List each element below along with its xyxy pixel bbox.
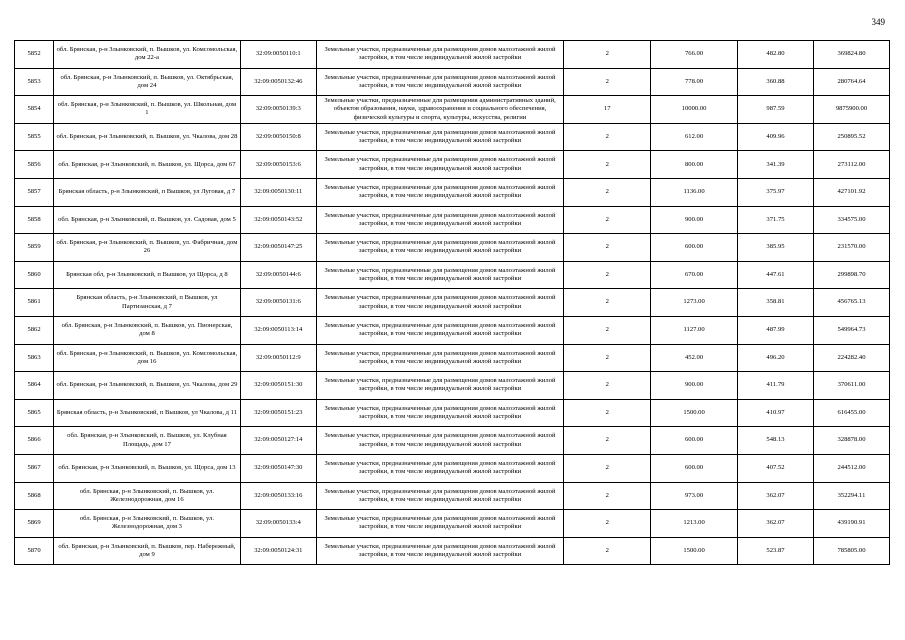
specific-value-cell: 409.96 <box>737 123 813 151</box>
table-row <box>15 427 890 455</box>
address-cell: обл. Брянская, р-н Злынковский, п. Вышков, ул. Щорса, дом 13 <box>54 454 241 482</box>
land-use-cell: Земельные участки, предназначенные для размещения домов малоэтажной жилой застройки, в том числе индивидуальной жилой застройки <box>316 399 564 427</box>
land-use-group-cell: 2 <box>564 316 651 344</box>
cadastral-number-cell: 32:09:0050139:3 <box>240 96 316 124</box>
cadastral-number-cell: 32:09:0050150:8 <box>240 123 316 151</box>
cadastral-value-cell: 273112.00 <box>813 151 889 179</box>
address-cell: обл. Брянская, р-н Злынковский, п. Вышков, ул. Школьная, дом 1 <box>54 96 241 124</box>
address-cell: Брянская область, р-н Злынковский, п Вышков, ул Луговая, д 7 <box>54 178 241 206</box>
land-use-group-cell: 2 <box>564 234 651 262</box>
land-use-cell: Земельные участки, предназначенные для размещения домов малоэтажной жилой застройки, в том числе индивидуальной жилой застройки <box>316 234 564 262</box>
cadastral-value-cell: 328878.00 <box>813 427 889 455</box>
table-row <box>15 537 890 565</box>
land-use-cell: Земельные участки, предназначенные для размещения домов малоэтажной жилой застройки, в том числе индивидуальной жилой застройки <box>316 41 564 69</box>
cadastral-number-cell: 32:09:0050153:6 <box>240 151 316 179</box>
land-use-group-cell: 2 <box>564 399 651 427</box>
area-cell: 600.00 <box>651 454 738 482</box>
specific-value-cell: 360.88 <box>737 68 813 96</box>
area-cell: 600.00 <box>651 427 738 455</box>
cadastral-value-cell: 616455.00 <box>813 399 889 427</box>
specific-value-cell: 362.07 <box>737 482 813 510</box>
row-number-cell: 5856 <box>15 151 54 179</box>
address-cell: обл. Брянская, р-н Злынковский, п. Вышков, ул. Щорса, дом 67 <box>54 151 241 179</box>
row-number-cell: 5870 <box>15 537 54 565</box>
cadastral-number-cell: 32:09:0050147:25 <box>240 234 316 262</box>
cadastral-value-table <box>14 40 890 565</box>
specific-value-cell: 341.39 <box>737 151 813 179</box>
specific-value-cell: 987.59 <box>737 96 813 124</box>
table-row <box>15 68 890 96</box>
area-cell: 1273.00 <box>651 289 738 317</box>
specific-value-cell: 482.80 <box>737 41 813 69</box>
cadastral-value-cell: 549964.73 <box>813 316 889 344</box>
specific-value-cell: 375.97 <box>737 178 813 206</box>
specific-value-cell: 385.95 <box>737 234 813 262</box>
cadastral-number-cell: 32:09:0050110:1 <box>240 41 316 69</box>
specific-value-cell: 362.07 <box>737 510 813 538</box>
area-cell: 1500.00 <box>651 399 738 427</box>
row-number-cell: 5864 <box>15 372 54 400</box>
area-cell: 766.00 <box>651 41 738 69</box>
specific-value-cell: 358.81 <box>737 289 813 317</box>
land-use-cell: Земельные участки, предназначенные для размещения домов малоэтажной жилой застройки, в том числе индивидуальной жилой застройки <box>316 482 564 510</box>
table-row <box>15 123 890 151</box>
table-row <box>15 234 890 262</box>
cadastral-number-cell: 32:09:0050151:23 <box>240 399 316 427</box>
land-use-group-cell: 2 <box>564 41 651 69</box>
table-row <box>15 261 890 289</box>
row-number-cell: 5860 <box>15 261 54 289</box>
cadastral-value-cell: 369824.80 <box>813 41 889 69</box>
table-row <box>15 151 890 179</box>
cadastral-number-cell: 32:09:0050113:14 <box>240 316 316 344</box>
row-number-cell: 5859 <box>15 234 54 262</box>
land-use-cell: Земельные участки, предназначенные для размещения домов малоэтажной жилой застройки, в том числе индивидуальной жилой застройки <box>316 537 564 565</box>
cadastral-value-cell: 244512.00 <box>813 454 889 482</box>
land-use-cell: Земельные участки, предназначенные для размещения домов малоэтажной жилой застройки, в том числе индивидуальной жилой застройки <box>316 372 564 400</box>
address-cell: обл. Брянская, р-н Злынковский, п. Вышков, ул. Железнодорожная, дом 3 <box>54 510 241 538</box>
cadastral-number-cell: 32:09:0050127:14 <box>240 427 316 455</box>
cadastral-value-cell: 352294.11 <box>813 482 889 510</box>
row-number-cell: 5861 <box>15 289 54 317</box>
row-number-cell: 5858 <box>15 206 54 234</box>
land-use-cell: Земельные участки, предназначенные для размещения домов малоэтажной жилой застройки, в том числе индивидуальной жилой застройки <box>316 454 564 482</box>
cadastral-number-cell: 32:09:0050133:4 <box>240 510 316 538</box>
table-row <box>15 372 890 400</box>
cadastral-number-cell: 32:09:0050151:30 <box>240 372 316 400</box>
land-use-group-cell: 2 <box>564 123 651 151</box>
area-cell: 973.00 <box>651 482 738 510</box>
table-body <box>15 41 890 565</box>
area-cell: 670.00 <box>651 261 738 289</box>
cadastral-number-cell: 32:09:0050144:6 <box>240 261 316 289</box>
address-cell: обл. Брянская, р-н Злынковский, п. Вышков, ул. Фабричная, дом 26 <box>54 234 241 262</box>
address-cell: обл. Брянская, р-н Злынковский, п. Вышков, ул. Комсомольская, дом 16 <box>54 344 241 372</box>
area-cell: 800.00 <box>651 151 738 179</box>
row-number-cell: 5853 <box>15 68 54 96</box>
land-use-cell: Земельные участки, предназначенные для размещения домов малоэтажной жилой застройки, в том числе индивидуальной жилой застройки <box>316 206 564 234</box>
table-row <box>15 482 890 510</box>
land-use-cell: Земельные участки, предназначенные для размещения домов малоэтажной жилой застройки, в том числе индивидуальной жилой застройки <box>316 427 564 455</box>
land-use-cell: Земельные участки, предназначенные для размещения домов малоэтажной жилой застройки, в том числе индивидуальной жилой застройки <box>316 344 564 372</box>
land-use-cell: Земельные участки, предназначенные для размещения домов малоэтажной жилой застройки, в том числе индивидуальной жилой застройки <box>316 289 564 317</box>
land-use-cell: Земельные участки, предназначенные для размещения домов малоэтажной жилой застройки, в том числе индивидуальной жилой застройки <box>316 178 564 206</box>
row-number-cell: 5862 <box>15 316 54 344</box>
cadastral-value-cell: 456765.13 <box>813 289 889 317</box>
cadastral-value-cell: 785805.00 <box>813 537 889 565</box>
area-cell: 10000.00 <box>651 96 738 124</box>
land-use-cell: Земельные участки, предназначенные для размещения домов малоэтажной жилой застройки, в том числе индивидуальной жилой застройки <box>316 68 564 96</box>
cadastral-number-cell: 32:09:0050147:30 <box>240 454 316 482</box>
specific-value-cell: 410.97 <box>737 399 813 427</box>
land-use-cell: Земельные участки, предназначенные для размещения административных зданий, объектов образования, науки, здравоохранения и социального обеспечения, физической культуры и спорта, культуры, искусства, религии <box>316 96 564 124</box>
address-cell: обл. Брянская, р-н Злынковский, п. Вышков, ул. Клубная Площадь, дом 17 <box>54 427 241 455</box>
land-use-cell: Земельные участки, предназначенные для размещения домов малоэтажной жилой застройки, в том числе индивидуальной жилой застройки <box>316 151 564 179</box>
specific-value-cell: 447.61 <box>737 261 813 289</box>
address-cell: Брянская область, р-н Злынковский, п Вышков, ул Чкалова, д 11 <box>54 399 241 427</box>
land-use-group-cell: 2 <box>564 178 651 206</box>
cadastral-number-cell: 32:09:0050143:52 <box>240 206 316 234</box>
table-row <box>15 96 890 124</box>
row-number-cell: 5867 <box>15 454 54 482</box>
land-use-group-cell: 2 <box>564 344 651 372</box>
cadastral-value-cell: 439190.91 <box>813 510 889 538</box>
area-cell: 1213.00 <box>651 510 738 538</box>
cadastral-number-cell: 32:09:0050133:16 <box>240 482 316 510</box>
land-use-cell: Земельные участки, предназначенные для размещения домов малоэтажной жилой застройки, в том числе индивидуальной жилой застройки <box>316 316 564 344</box>
land-use-group-cell: 2 <box>564 537 651 565</box>
land-use-group-cell: 17 <box>564 96 651 124</box>
page-number: 349 <box>871 17 885 27</box>
specific-value-cell: 407.52 <box>737 454 813 482</box>
cadastral-number-cell: 32:09:0050112:9 <box>240 344 316 372</box>
area-cell: 1136.00 <box>651 178 738 206</box>
cadastral-value-cell: 427101.92 <box>813 178 889 206</box>
cadastral-value-cell: 224282.40 <box>813 344 889 372</box>
area-cell: 1500.00 <box>651 537 738 565</box>
address-cell: обл. Брянская, р-н Злынковский, п. Вышков, ул. Комсомольская, дом 22-а <box>54 41 241 69</box>
table-row <box>15 344 890 372</box>
row-number-cell: 5863 <box>15 344 54 372</box>
address-cell: Брянская область, р-н Злынковский, п Вышков, ул Партизанская, д 7 <box>54 289 241 317</box>
cadastral-number-cell: 32:09:0050131:6 <box>240 289 316 317</box>
area-cell: 452.00 <box>651 344 738 372</box>
row-number-cell: 5868 <box>15 482 54 510</box>
specific-value-cell: 487.99 <box>737 316 813 344</box>
specific-value-cell: 548.13 <box>737 427 813 455</box>
land-use-group-cell: 2 <box>564 427 651 455</box>
area-cell: 900.00 <box>651 372 738 400</box>
area-cell: 778.00 <box>651 68 738 96</box>
cadastral-value-cell: 280764.64 <box>813 68 889 96</box>
area-cell: 900.00 <box>651 206 738 234</box>
cadastral-number-cell: 32:09:0050132:46 <box>240 68 316 96</box>
land-use-cell: Земельные участки, предназначенные для размещения домов малоэтажной жилой застройки, в том числе индивидуальной жилой застройки <box>316 261 564 289</box>
land-use-group-cell: 2 <box>564 482 651 510</box>
row-number-cell: 5865 <box>15 399 54 427</box>
specific-value-cell: 411.79 <box>737 372 813 400</box>
table-row <box>15 206 890 234</box>
land-use-group-cell: 2 <box>564 510 651 538</box>
address-cell: обл. Брянская, р-н Злынковский, п. Вышков, ул. Железнодорожная, дом 16 <box>54 482 241 510</box>
cadastral-value-cell: 231570.00 <box>813 234 889 262</box>
specific-value-cell: 523.87 <box>737 537 813 565</box>
table-row <box>15 454 890 482</box>
row-number-cell: 5854 <box>15 96 54 124</box>
row-number-cell: 5855 <box>15 123 54 151</box>
cadastral-number-cell: 32:09:0050124:31 <box>240 537 316 565</box>
specific-value-cell: 496.20 <box>737 344 813 372</box>
land-use-group-cell: 2 <box>564 206 651 234</box>
area-cell: 1127.00 <box>651 316 738 344</box>
land-use-group-cell: 2 <box>564 372 651 400</box>
cadastral-value-cell: 299898.70 <box>813 261 889 289</box>
cadastral-value-cell: 250895.52 <box>813 123 889 151</box>
cadastral-value-cell: 334575.00 <box>813 206 889 234</box>
address-cell: обл. Брянская, р-н Злынковский, п. Вышков, ул. Садовая, дом 5 <box>54 206 241 234</box>
land-use-group-cell: 2 <box>564 454 651 482</box>
land-use-cell: Земельные участки, предназначенные для размещения домов малоэтажной жилой застройки, в том числе индивидуальной жилой застройки <box>316 123 564 151</box>
row-number-cell: 5866 <box>15 427 54 455</box>
specific-value-cell: 371.75 <box>737 206 813 234</box>
table-row <box>15 399 890 427</box>
cadastral-value-cell: 370611.00 <box>813 372 889 400</box>
land-use-cell: Земельные участки, предназначенные для размещения домов малоэтажной жилой застройки, в том числе индивидуальной жилой застройки <box>316 510 564 538</box>
address-cell: обл. Брянская, р-н Злынковский, п. Вышков, ул. Чкалова, дом 28 <box>54 123 241 151</box>
address-cell: обл. Брянская, р-н Злынковский, п. Вышков, ул. Чкалова, дом 29 <box>54 372 241 400</box>
cadastral-number-cell: 32:09:0050130:11 <box>240 178 316 206</box>
land-use-group-cell: 2 <box>564 151 651 179</box>
land-use-group-cell: 2 <box>564 68 651 96</box>
row-number-cell: 5857 <box>15 178 54 206</box>
table-row <box>15 316 890 344</box>
address-cell: обл. Брянская, р-н Злынковский, п. Вышков, пер. Набережный, дом 9 <box>54 537 241 565</box>
table-row <box>15 289 890 317</box>
address-cell: Брянская обл, р-н Злынковский, п Вышков, ул Щорса, д 8 <box>54 261 241 289</box>
address-cell: обл. Брянская, р-н Злынковский, п. Вышков, ул. Пионерская, дом 8 <box>54 316 241 344</box>
row-number-cell: 5852 <box>15 41 54 69</box>
table-row <box>15 510 890 538</box>
row-number-cell: 5869 <box>15 510 54 538</box>
table-row <box>15 178 890 206</box>
table-row <box>15 41 890 69</box>
area-cell: 612.00 <box>651 123 738 151</box>
land-use-group-cell: 2 <box>564 261 651 289</box>
land-use-group-cell: 2 <box>564 289 651 317</box>
area-cell: 600.00 <box>651 234 738 262</box>
cadastral-value-cell: 9875900.00 <box>813 96 889 124</box>
address-cell: обл. Брянская, р-н Злынковский, п. Вышков, ул. Октябрьская, дом 24 <box>54 68 241 96</box>
